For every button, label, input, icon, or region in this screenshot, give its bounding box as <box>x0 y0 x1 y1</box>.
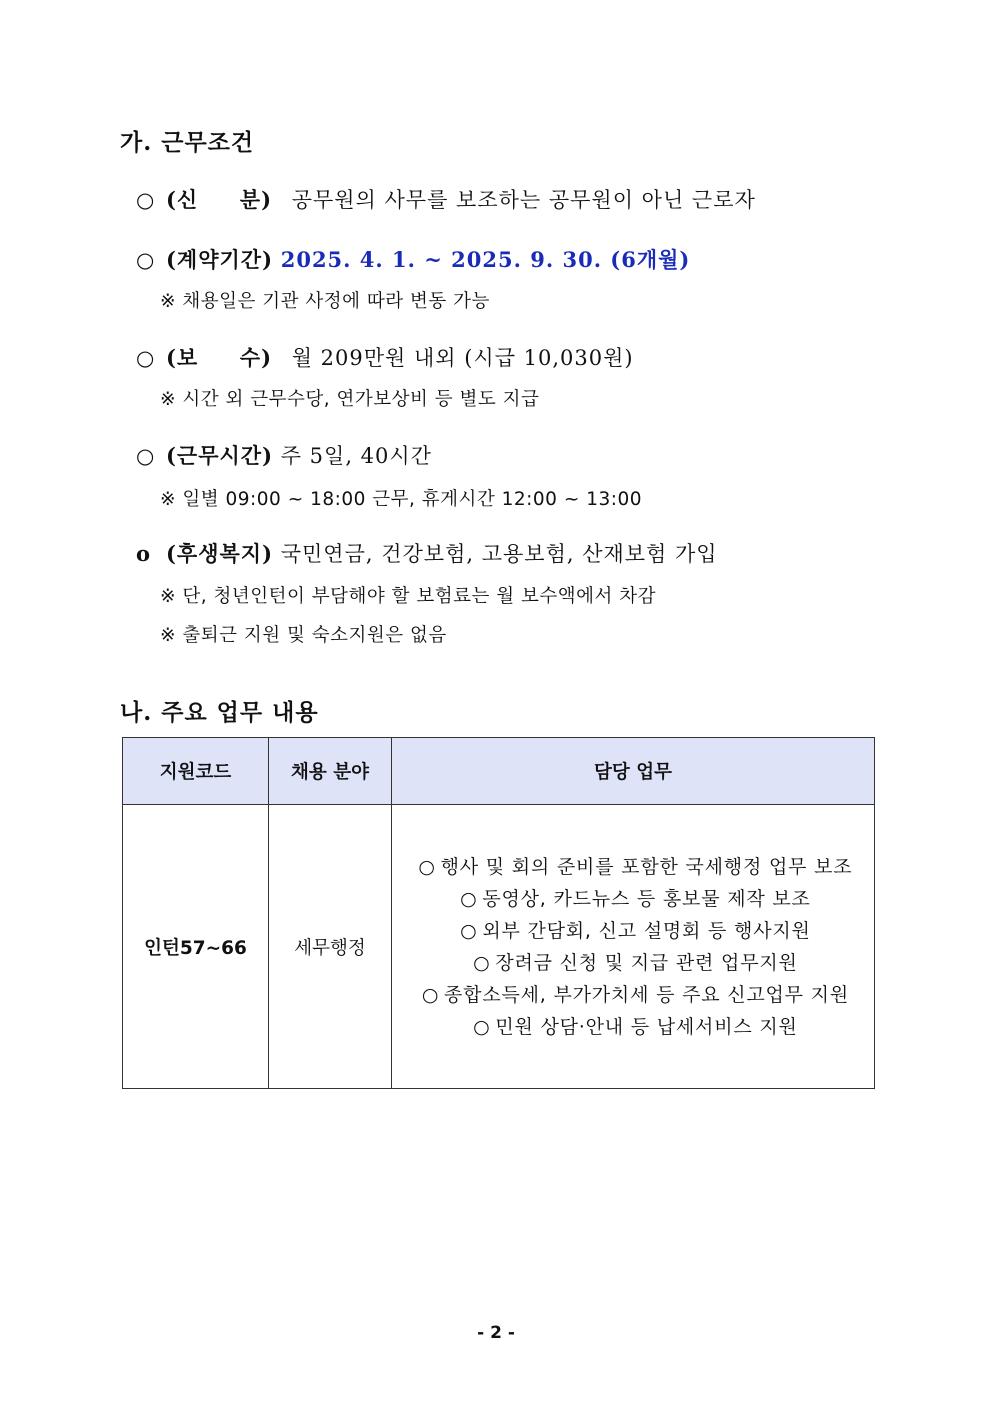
page-number: - 2 - <box>477 1323 515 1343</box>
item-status-text: 공무원의 사무를 보조하는 공무원이 아닌 근로자 <box>291 188 756 212</box>
circle-icon: ○ <box>473 951 491 974</box>
item-hours <box>136 440 432 470</box>
task-item <box>392 1011 874 1043</box>
header-code: 지원코드 <box>123 738 269 805</box>
circle-icon: ○ <box>460 919 478 942</box>
task-text: 종합소득세, 부가가치세 등 주요 신고업무 지원 <box>444 983 849 1006</box>
item-welfare <box>136 538 718 568</box>
note-contract: ※ 채용일은 기관 사정에 따라 변동 가능 <box>160 291 490 312</box>
task-text: 외부 간담회, 신고 설명회 등 행사지원 <box>482 919 811 942</box>
note-welfare-1: ※ 단, 청년인턴이 부담해야 할 보험료는 월 보수액에서 차감 <box>160 586 656 607</box>
header-duties: 담당 업무 <box>392 738 875 805</box>
table-header-row <box>123 738 875 805</box>
circle-icon: ○ <box>421 983 440 1006</box>
task-item <box>392 979 874 1011</box>
section-b-title: 나. 주요 업무 내용 <box>120 699 319 726</box>
item-hours-label: (근무시간) <box>166 443 274 468</box>
bullet-circle: ○ <box>136 188 156 212</box>
task-item <box>392 883 874 915</box>
circle-icon: ○ <box>418 855 436 878</box>
item-status-label: (신 분) <box>166 187 272 212</box>
note-hours: ※ 일별 09:00 ~ 18:00 근무, 휴게시간 12:00 ~ 13:00 <box>160 489 643 510</box>
task-item <box>392 915 874 947</box>
duty-table <box>122 737 875 1089</box>
bullet-circle: ○ <box>136 444 156 468</box>
item-pay-text: 월 209만원 내외 (시급 10,030원) <box>291 346 634 370</box>
cell-field: 세무행정 <box>269 805 392 1089</box>
bullet-circle: ○ <box>136 346 156 370</box>
item-pay <box>136 342 634 372</box>
item-welfare-text: 국민연금, 건강보험, 고용보험, 산재보험 가입 <box>280 542 718 566</box>
bullet-circle: o <box>136 541 152 566</box>
bullet-circle: ○ <box>136 248 156 272</box>
circle-icon: ○ <box>473 1015 491 1038</box>
task-text: 민원 상담·안내 등 납세서비스 지원 <box>495 1015 798 1038</box>
note-pay: ※ 시간 외 근무수당, 연가보상비 등 별도 지급 <box>160 389 540 410</box>
task-text: 동영상, 카드뉴스 등 홍보물 제작 보조 <box>482 887 811 910</box>
item-contract-period <box>136 244 690 274</box>
section-a-title: 가. 근무조건 <box>120 129 255 156</box>
task-text: 장려금 신청 및 지급 관련 업무지원 <box>495 951 798 974</box>
task-item <box>392 947 874 979</box>
cell-tasks <box>392 805 875 1089</box>
item-contract-label: (계약기간) <box>166 247 274 272</box>
header-field: 채용 분야 <box>269 738 392 805</box>
item-status <box>136 184 756 214</box>
item-welfare-label: (후생복지) <box>166 541 274 566</box>
item-pay-label: (보 수) <box>166 345 272 370</box>
cell-code: 인턴57~66 <box>123 805 269 1089</box>
task-text: 행사 및 회의 준비를 포함한 국세행정 업무 보조 <box>440 855 853 878</box>
task-item <box>392 851 874 883</box>
table-row <box>123 805 875 1089</box>
item-contract-text: 2025. 4. 1. ~ 2025. 9. 30. (6개월) <box>280 247 691 272</box>
item-hours-text: 주 5일, 40시간 <box>280 444 432 468</box>
circle-icon: ○ <box>460 887 478 910</box>
note-welfare-2: ※ 출퇴근 지원 및 숙소지원은 없음 <box>160 625 447 646</box>
